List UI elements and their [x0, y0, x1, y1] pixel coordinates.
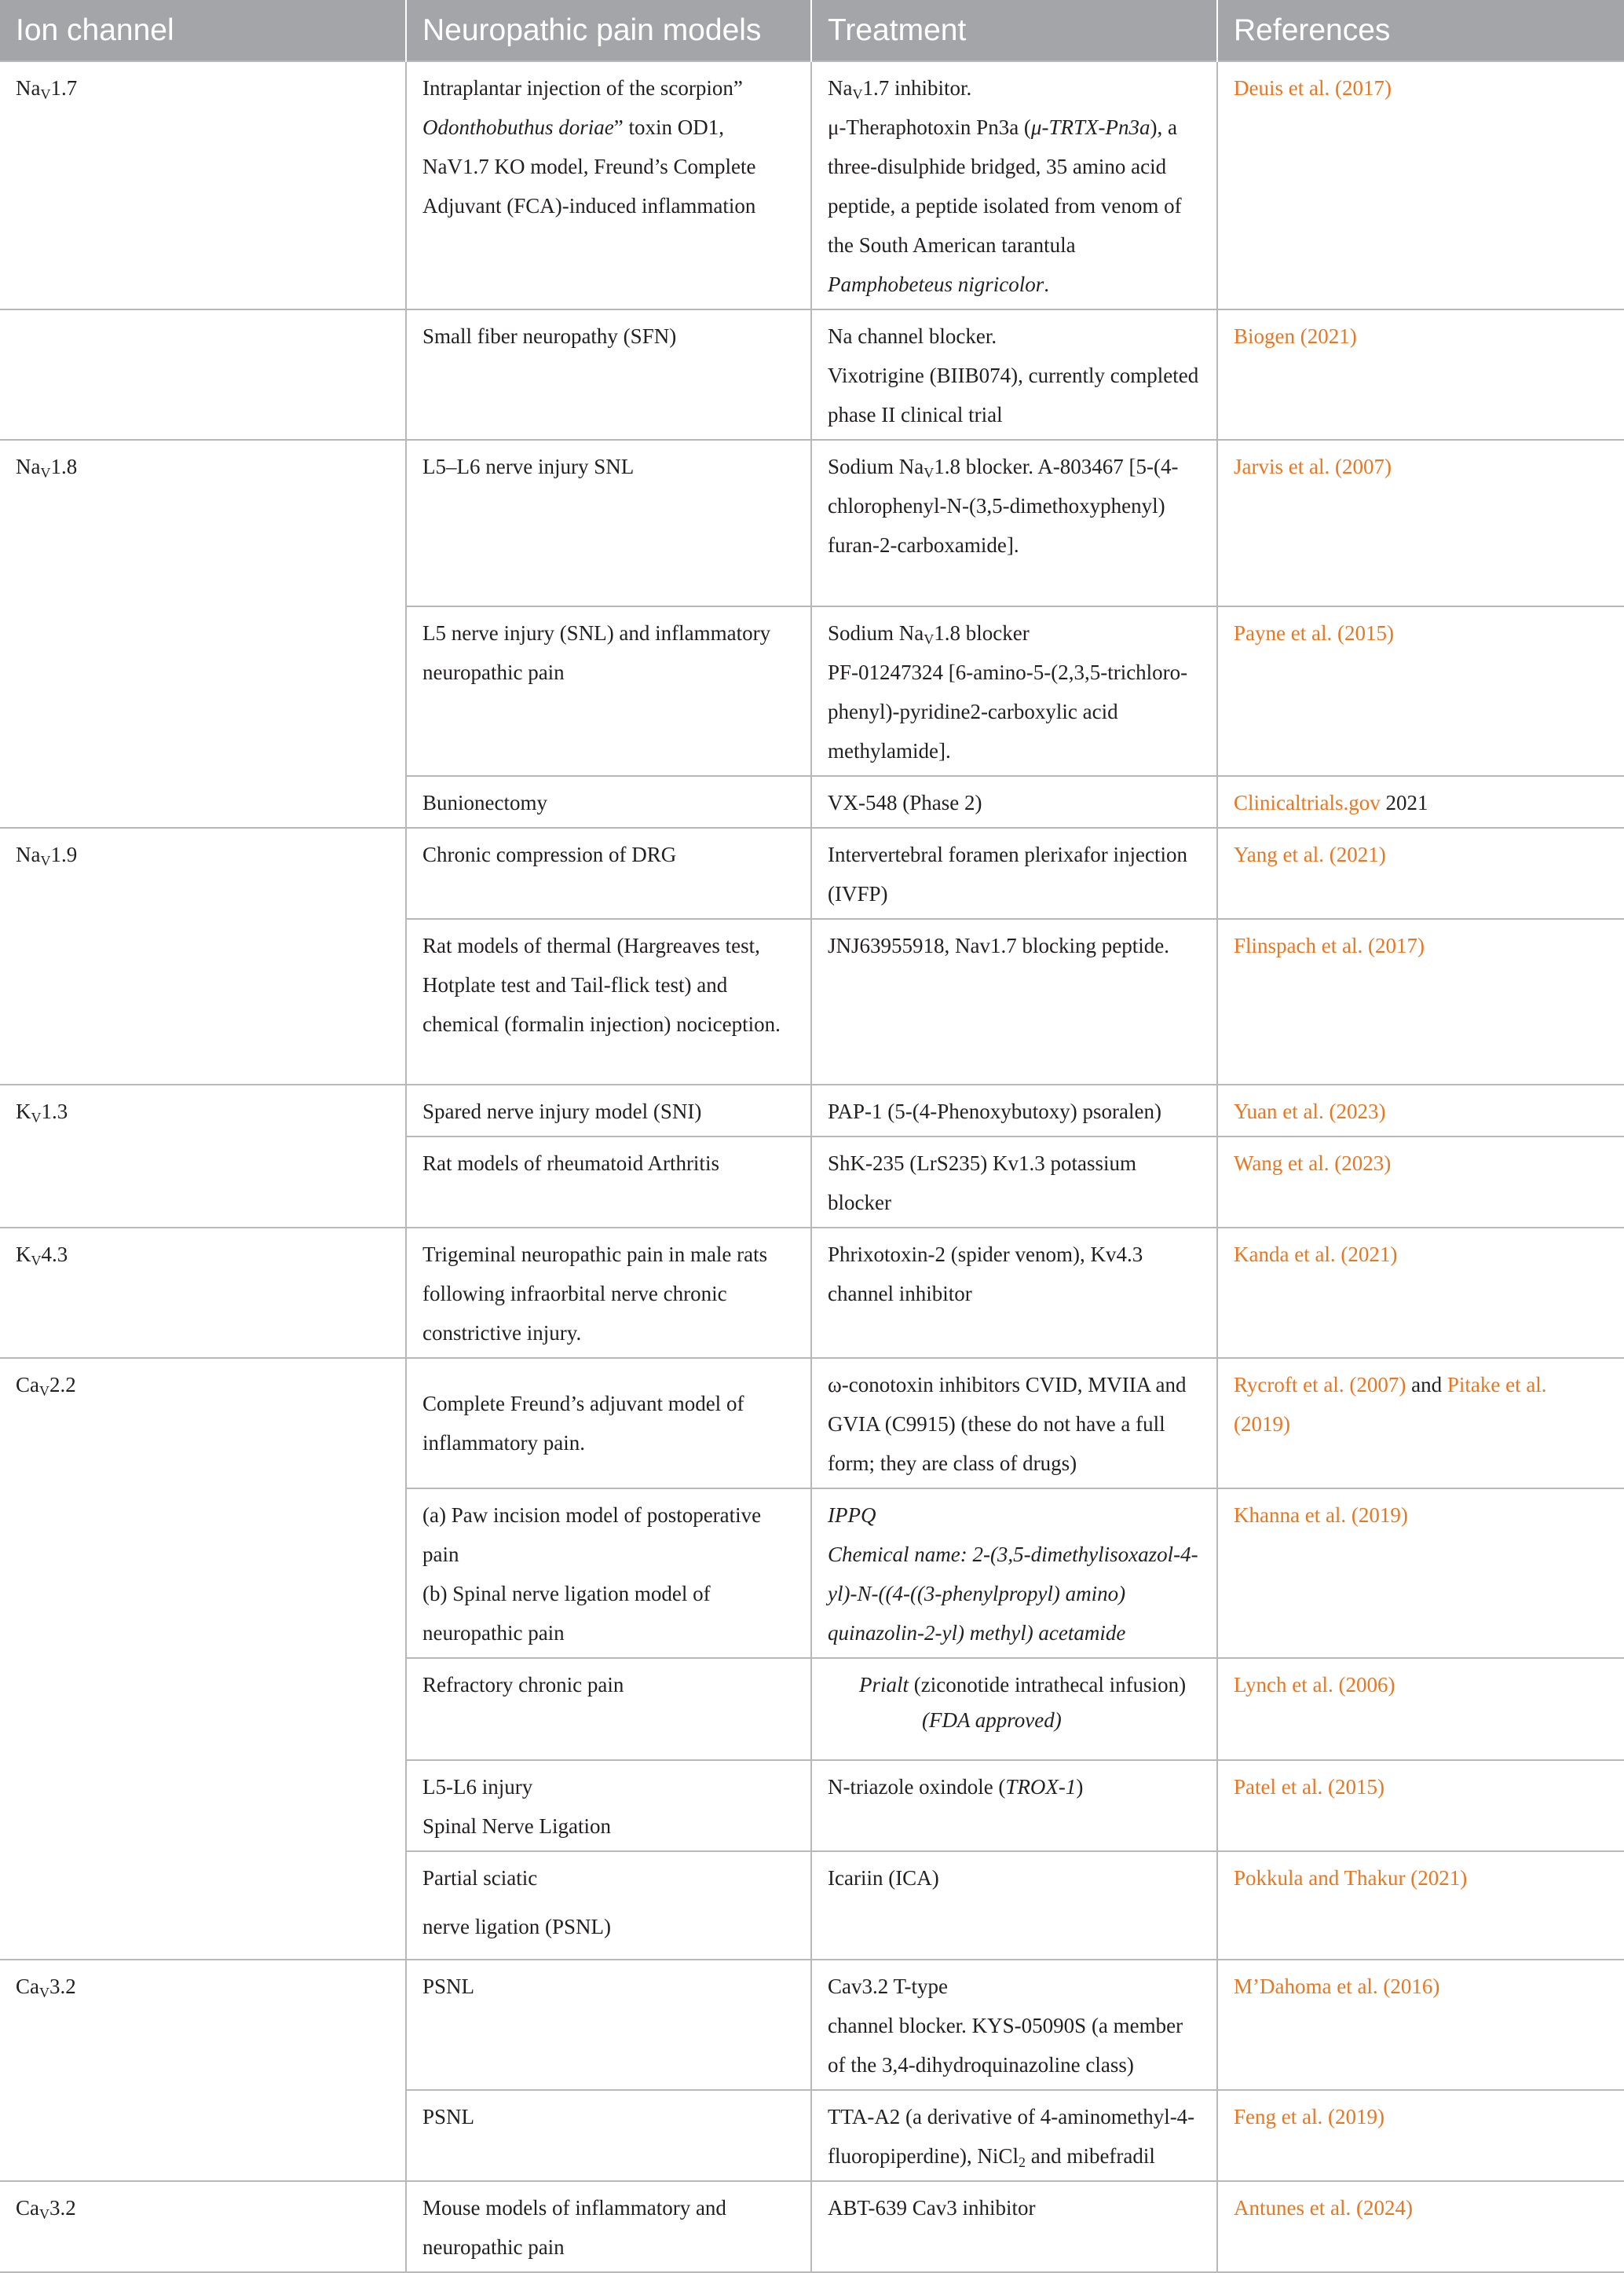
reference-cell [1217, 440, 1624, 606]
treatment-line [828, 68, 1201, 108]
channel-cell [0, 1085, 406, 1228]
header-treatment: Treatment [811, 0, 1217, 61]
header-references: References [1217, 0, 1624, 61]
treatment-line: Cav3.2 T-type [828, 1975, 948, 1998]
model-species: Odonthobuthus doriae [422, 115, 614, 139]
treatment-subscript: 2 [1018, 2154, 1026, 2170]
reference-link[interactable]: Feng et al. (2019) [1234, 2105, 1384, 2128]
reference-cell [1217, 1658, 1624, 1760]
channel-subscript: V [40, 853, 51, 869]
treatment-line: Chemical name: 2-(3,5-dimethylisoxazol-4-yl)-N-((4-((3-phenylpropyl) amino) quinazolin-2-yl) methyl) acetamide [828, 1543, 1198, 1645]
model-cell [406, 61, 811, 309]
channel-name: K [16, 1243, 31, 1266]
reference-link[interactable]: Wang et al. (2023) [1234, 1151, 1392, 1175]
channel-cell [0, 1228, 406, 1358]
treatment-subscript: V [852, 86, 863, 102]
table-row [0, 1085, 1624, 1136]
treatment-text: N-triazole oxindole ( [828, 1775, 1006, 1799]
channel-subscript: V [39, 1985, 49, 2000]
channel-cell [0, 1960, 406, 2181]
model-line: Spinal Nerve Ligation [422, 1814, 611, 1838]
reference-link[interactable]: Pitake et al. (2019) [1234, 1373, 1547, 1436]
reference-cell [1217, 1228, 1624, 1358]
model-cell: Complete Freund’s adjuvant model of inflammatory pain. [406, 1358, 811, 1488]
model-cell: L5 nerve injury (SNL) and inflammatory neuropathic pain [406, 606, 811, 776]
model-cell: Small fiber neuropathy (SFN) [406, 309, 811, 440]
channel-name: Ca [16, 1975, 39, 1998]
treatment-line: channel blocker. KYS-05090S (a member of the 3,4-dihydroquinazoline class) [828, 2014, 1183, 2077]
model-line: Partial sciatic [422, 1866, 538, 1890]
model-line: (b) Spinal nerve ligation model of neuropathic pain [422, 1582, 711, 1645]
channel-cell [0, 1358, 406, 1960]
table-header [0, 0, 1624, 61]
model-cell: PSNL [406, 2090, 811, 2181]
model-cell [406, 1851, 811, 1960]
treatment-line: (FDA approved) [922, 1708, 1062, 1732]
reference-link[interactable]: Yang et al. (2021) [1234, 843, 1386, 866]
reference-link[interactable]: Yuan et al. (2023) [1234, 1100, 1386, 1123]
model-line: (a) Paw incision model of postoperative pain [422, 1503, 762, 1566]
model-cell: Chronic compression of DRG [406, 828, 811, 919]
model-cell: Rat models of thermal (Hargreaves test, Hotplate test and Tail-flick test) and chemical (formalin injection) nociception. [406, 919, 811, 1085]
channel-cell [0, 440, 406, 828]
treatment-line [828, 108, 1201, 304]
header-ion-channel: Ion channel [0, 0, 406, 61]
table-row [0, 1358, 1624, 1488]
reference-link[interactable]: Antunes et al. (2024) [1234, 2196, 1413, 2220]
treatment-text: Sodium Na [828, 455, 924, 478]
reference-cell [1217, 61, 1624, 309]
model-cell: Mouse models of inflammatory and neuropathic pain [406, 2181, 811, 2272]
table-row [0, 61, 1624, 309]
channel-suffix: 3.2 [49, 1975, 76, 1998]
treatment-text: ), a three-disulphide bridged, 35 amino acid peptide, a peptide isolated from venom of the South American tarantula [828, 115, 1182, 257]
channel-subscript: V [31, 1110, 42, 1126]
reference-link[interactable]: Rycroft et al. (2007) [1234, 1373, 1406, 1396]
channel-suffix: 1.9 [50, 843, 78, 866]
treatment-text: . [1044, 273, 1049, 296]
reference-cell [1217, 1488, 1624, 1658]
model-cell: Spared nerve injury model (SNI) [406, 1085, 811, 1136]
treatment-cell: Intervertebral foramen plerixafor injection (IVFP) [811, 828, 1217, 919]
table-row [0, 2181, 1624, 2272]
header-models: Neuropathic pain models [406, 0, 811, 61]
channel-suffix: 4.3 [41, 1243, 68, 1266]
treatment-cell [811, 1760, 1217, 1851]
treatment-cell: PAP-1 (5-(4-Phenoxybutoxy) psoralen) [811, 1085, 1217, 1136]
reference-link[interactable]: Lynch et al. (2006) [1234, 1673, 1395, 1697]
reference-cell [1217, 919, 1624, 1085]
channel-name: Ca [16, 1373, 39, 1396]
treatment-subscript: V [924, 631, 935, 647]
treatment-cell: ω-conotoxin inhibitors CVID, MVIIA and GVIA (C9915) (these do not have a full form; they are class of drugs) [811, 1358, 1217, 1488]
header-row [0, 0, 1624, 61]
channel-name: Na [16, 455, 41, 478]
channel-suffix: 2.2 [49, 1373, 76, 1396]
reference-year: 2021 [1380, 791, 1428, 814]
reference-cell [1217, 1960, 1624, 2090]
table-row [0, 309, 1624, 440]
reference-link[interactable]: Kanda et al. (2021) [1234, 1243, 1398, 1266]
reference-cell [1217, 1136, 1624, 1228]
channel-cell [0, 828, 406, 1085]
reference-link[interactable]: Pokkula and Thakur (2021) [1234, 1866, 1468, 1890]
treatment-line: PF-01247324 [6-amino-5-(2,3,5-trichloro-phenyl)-pyridine2-carboxylic acid methylamide]. [828, 661, 1188, 763]
treatment-line [828, 613, 1201, 653]
channel-name: Na [16, 843, 41, 866]
table-body [0, 61, 1624, 2272]
model-line: L5-L6 injury [422, 1775, 533, 1799]
channel-name: K [16, 1100, 31, 1123]
channel-subscript: V [39, 1383, 49, 1399]
reference-cell [1217, 1085, 1624, 1136]
treatment-cell [811, 1488, 1217, 1658]
reference-cell [1217, 309, 1624, 440]
table-row [0, 440, 1624, 606]
treatment-cell [811, 309, 1217, 440]
reference-link[interactable]: Biogen (2021) [1234, 324, 1357, 348]
reference-cell [1217, 1760, 1624, 1851]
model-cell [406, 1488, 811, 1658]
model-cell: Rat models of rheumatoid Arthritis [406, 1136, 811, 1228]
reference-cell [1217, 606, 1624, 776]
channel-subscript: V [31, 1253, 42, 1268]
reference-cell [1217, 828, 1624, 919]
model-cell: Trigeminal neuropathic pain in male rats following infraorbital nerve chronic constrictive injury. [406, 1228, 811, 1358]
treatment-text: ) [1076, 1775, 1084, 1799]
channel-subscript: V [40, 465, 51, 481]
reference-cell [1217, 1358, 1624, 1488]
channel-suffix: 1.7 [50, 76, 78, 100]
treatment-text: μ-Theraphotoxin Pn3a ( [828, 115, 1031, 139]
treatment-cell: JNJ63955918, Nav1.7 blocking peptide. [811, 919, 1217, 1085]
treatment-cell: ABT-639 Cav3 inhibitor [811, 2181, 1217, 2272]
model-text: ” toxin OD1, NaV1.7 KO model, Freund’s Complete Adjuvant (FCA)-induced inflammation [422, 115, 756, 218]
reference-conjunction: and [1406, 1373, 1447, 1396]
channel-cell [0, 61, 406, 309]
treatment-abbrev: μ-TRTX-Pn3a [1030, 115, 1150, 139]
treatment-cell [811, 1960, 1217, 2090]
model-cell: Bunionectomy [406, 776, 811, 828]
treatment-text: Na [828, 76, 853, 100]
channel-subscript: V [39, 2206, 49, 2222]
model-line: nerve ligation (PSNL) [422, 1915, 611, 1938]
table-row [0, 1228, 1624, 1358]
reference-link[interactable]: Payne et al. (2015) [1234, 621, 1394, 645]
channel-name: Na [16, 76, 41, 100]
model-cell: PSNL [406, 1960, 811, 2090]
treatment-text: Sodium Na [828, 621, 924, 645]
treatment-text: and mibefradil [1025, 2144, 1155, 2168]
model-spacer [422, 1898, 795, 1907]
table-row [0, 1960, 1624, 2090]
treatment-cell [811, 2090, 1217, 2181]
treatment-drug: Prialt [859, 1673, 909, 1697]
treatment-text: 1.8 blocker [934, 621, 1030, 645]
reference-cell [1217, 776, 1624, 828]
treatment-cell: Phrixotoxin-2 (spider venom), Kv4.3 channel inhibitor [811, 1228, 1217, 1358]
treatment-abbrev: TROX-1 [1005, 1775, 1077, 1799]
model-text: Intraplantar injection of the scorpion” [422, 76, 743, 100]
treatment-text: (ziconotide intrathecal infusion) [909, 1673, 1187, 1697]
channel-cell [0, 2181, 406, 2272]
reference-link[interactable]: Deuis et al. (2017) [1234, 76, 1392, 100]
model-cell: L5–L6 nerve injury SNL [406, 440, 811, 606]
reference-link[interactable]: Jarvis et al. (2007) [1234, 455, 1392, 478]
channel-subscript: V [40, 86, 51, 102]
table-row [0, 828, 1624, 919]
treatment-cell [811, 1658, 1217, 1760]
model-cell [406, 1760, 811, 1851]
channel-suffix: 3.2 [49, 2196, 76, 2220]
treatment-cell: ShK-235 (LrS235) Kv1.3 potassium blocker [811, 1136, 1217, 1228]
channel-suffix: 1.3 [41, 1100, 68, 1123]
treatment-line: IPPQ [828, 1503, 876, 1527]
treatment-cell [811, 440, 1217, 606]
treatment-text: 1.7 inhibitor. [862, 76, 972, 100]
reference-cell [1217, 1851, 1624, 1960]
treatment-cell [811, 61, 1217, 309]
treatment-cell: VX-548 (Phase 2) [811, 776, 1217, 828]
treatment-line [828, 1665, 1201, 1704]
reference-link[interactable]: Khanna et al. (2019) [1234, 1503, 1408, 1527]
reference-link[interactable]: Clinicaltrials.gov [1234, 791, 1381, 814]
treatment-cell: Icariin (ICA) [811, 1851, 1217, 1960]
channel-cell [0, 309, 406, 440]
treatment-species: Pamphobeteus nigricolor [828, 273, 1044, 296]
treatment-text: 1.8 blocker. A-803467 [5-(4-chlorophenyl-N-(3,5-dimethoxyphenyl) furan-2-carboxamide]. [828, 455, 1179, 557]
channel-name: Ca [16, 2196, 39, 2220]
reference-cell [1217, 2090, 1624, 2181]
channel-suffix: 1.8 [50, 455, 78, 478]
treatment-subscript: V [924, 465, 935, 481]
reference-link[interactable]: M’Dahoma et al. (2016) [1234, 1975, 1440, 1998]
treatment-line: Vixotrigine (BIIB074), currently completed phase II clinical trial [828, 364, 1199, 426]
treatment-line: Na channel blocker. [828, 324, 997, 348]
reference-cell [1217, 2181, 1624, 2272]
reference-link[interactable]: Flinspach et al. (2017) [1234, 934, 1425, 957]
treatment-text: TTA-A2 (a derivative of 4-aminomethyl-4-fluoropiperdine), NiCl [828, 2105, 1195, 2168]
model-cell: Refractory chronic pain [406, 1658, 811, 1760]
treatment-cell [811, 606, 1217, 776]
reference-link[interactable]: Patel et al. (2015) [1234, 1775, 1384, 1799]
